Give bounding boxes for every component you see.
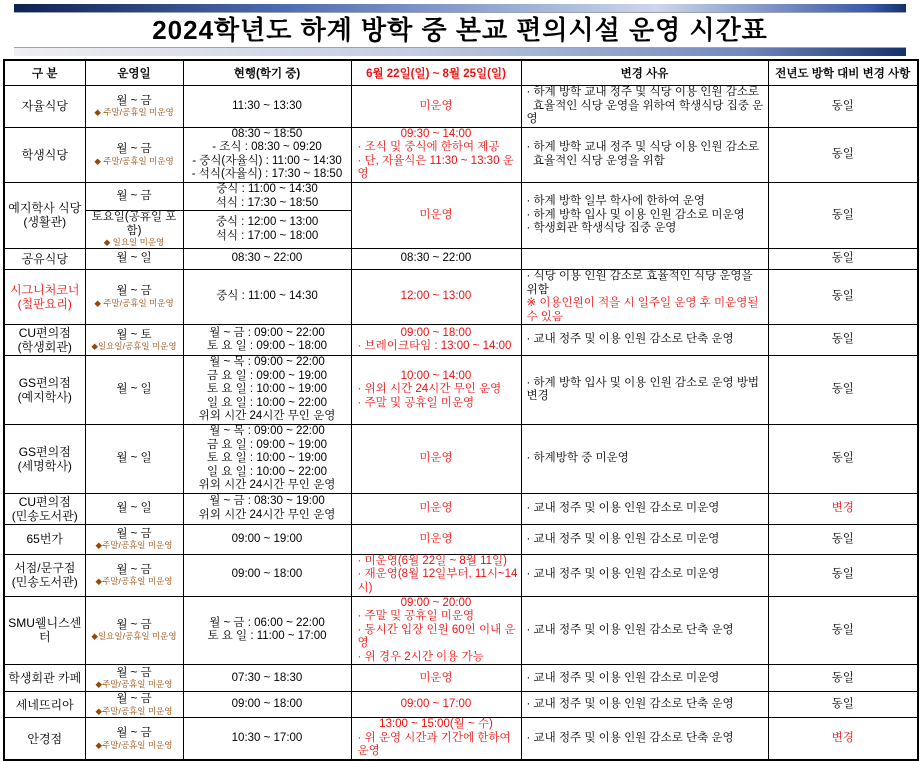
vacation-hours-line: 09:00 ~ 18:00: [400, 326, 472, 339]
change-reason-cell: [521, 269, 768, 324]
operating-days-cell: [85, 524, 183, 554]
change-reason-line: · 교내 정주 및 이용 인원 감소로 단축 운영: [526, 333, 734, 346]
col-header-current: 현행(학기 중): [183, 60, 351, 86]
vacation-hours-line: 미운영: [419, 532, 453, 545]
operating-days: 월 ~ 금: [116, 727, 152, 739]
current-hours-line: 중식 : 11:00 ~ 14:30: [216, 182, 318, 195]
vacation-hours-cell: [351, 493, 521, 524]
current-hours-line: 위외 시간 24시간 무인 운영: [198, 508, 336, 521]
vacation-hours-cell: [351, 269, 521, 324]
operating-days: 토요일(공휴일 포함): [91, 211, 177, 237]
facility-name: (생활관): [23, 215, 67, 230]
change-reason-cell: [521, 182, 768, 248]
prev-year-change-cell: 동일: [768, 86, 918, 128]
current-hours-line: 일 요 일 : 10:00 ~ 22:00: [207, 465, 327, 478]
current-hours-line: 토 요 일 : 09:00 ~ 18:00: [207, 340, 327, 353]
facility-name: (민송도서관): [11, 575, 78, 590]
current-hours-line: - 조식 : 08:30 ~ 09:20: [212, 141, 322, 154]
current-hours-line: 석식 : 17:30 ~ 18:50: [215, 196, 319, 209]
change-reason-line: · 교내 정주 및 이용 인원 감소로 단축 운영: [526, 623, 734, 636]
facility-name: CU편의점: [18, 326, 71, 341]
facility-name: SMU웰니스센터: [8, 616, 82, 645]
operating-days: 월 ~ 금: [116, 693, 152, 706]
change-reason-cell: [521, 493, 768, 524]
current-hours-line: 08:30 ~ 18:50: [231, 127, 303, 140]
title-top-gradient-bar: [14, 4, 906, 13]
current-hours-line: 07:30 ~ 18:30: [231, 671, 303, 684]
change-reason-line: · 하계방학 중 미운영: [526, 452, 629, 465]
facility-row: [4, 86, 918, 128]
facility-row: [4, 127, 918, 182]
current-hours-line: 09:00 ~ 18:00: [231, 698, 303, 711]
facility-name: 시그니처코너: [9, 282, 80, 297]
current-hours-line: 월 ~ 목 : 09:00 ~ 22:00: [209, 356, 325, 369]
operating-days-cell: [85, 493, 183, 524]
operating-days-cell: [85, 127, 183, 182]
facility-row: [4, 596, 918, 665]
change-reason-cell: [521, 665, 768, 692]
vacation-hours-cell: [351, 127, 521, 182]
operating-days-cell: [85, 425, 183, 494]
facility-row: [4, 692, 918, 718]
change-reason-line: · 하계 방학 입사 및 이용 인원 감소로 운영 방법 변경: [526, 376, 763, 403]
current-hours-line: 금 요 일 : 09:00 ~ 19:00: [207, 438, 327, 451]
current-hours-line: 위외 시간 24시간 무인 운영: [198, 479, 336, 492]
vacation-hours-line: · 위 운영 시간과 기간에 한하여 운영: [357, 731, 514, 758]
vacation-hours-line: 09:30 ~ 14:00: [400, 127, 472, 140]
vacation-hours-cell: [351, 325, 521, 356]
operating-days-cell: [85, 665, 183, 692]
operating-days: 월 ~ 일: [116, 452, 152, 465]
prev-year-change-cell: 동일: [768, 269, 918, 324]
prev-year-change-cell: 변경: [768, 718, 918, 760]
title-block: [0, 0, 920, 56]
operating-days-cell: [85, 356, 183, 425]
facility-name-cell: [4, 248, 85, 269]
facility-name: GS편의점: [18, 444, 71, 459]
prev-year-change-cell: 동일: [768, 248, 918, 269]
current-hours-line: 11:30 ~ 13:30: [232, 99, 302, 112]
closed-days-note: ◆일요일/공휴일 미운영: [91, 631, 177, 642]
operating-days: 월 ~ 금: [116, 563, 152, 576]
vacation-hours-cell: [351, 554, 521, 596]
operating-days-cell: [85, 692, 183, 718]
closed-days-note: ◆일요일/공휴일 미운영: [91, 341, 177, 352]
current-hours-cell: [183, 554, 351, 596]
operating-days: 월 ~ 금: [116, 189, 152, 202]
current-hours-line: 일 요 일 : 10:00 ~ 22:00: [207, 396, 327, 409]
facility-name-cell: [4, 127, 85, 182]
change-reason-cell: [521, 356, 768, 425]
current-hours-cell: [183, 596, 351, 665]
header-row: [4, 60, 918, 86]
prev-year-change-cell: 변경: [768, 493, 918, 524]
prev-year-change-cell: 동일: [768, 356, 918, 425]
vacation-hours-line: 10:00 ~ 14:00: [400, 369, 472, 382]
change-reason-line: · 교내 정주 및 이용 인원 감소로 단축 운영: [526, 698, 734, 711]
facility-name-cell: [4, 596, 85, 665]
facility-name: 65번가: [26, 532, 64, 547]
closed-days-note: ◆ 주말/공휴일 미운영: [94, 155, 174, 166]
col-header-reason: 변경 사유: [521, 60, 768, 86]
prev-year-change-cell: 동일: [768, 425, 918, 494]
current-hours-line: 석식 : 17:00 ~ 18:00: [215, 229, 319, 242]
current-hours-line: 09:00 ~ 19:00: [231, 532, 303, 545]
current-hours-line: - 중식(자율식) : 11:00 ~ 14:30: [192, 154, 342, 167]
closed-days-note: ◆ 일요일 미운영: [103, 237, 165, 248]
facility-name-cell: [4, 425, 85, 494]
vacation-hours-cell: [351, 182, 521, 248]
current-hours-line: 중식 : 12:00 ~ 13:00: [215, 215, 319, 228]
vacation-hours-cell: [351, 718, 521, 760]
vacation-hours-line: · 위 경우 2시간 이용 가능: [357, 650, 484, 663]
facility-name: 서점/문구점: [14, 561, 76, 576]
facility-name: (세명학사): [17, 458, 72, 473]
current-hours-line: 10:30 ~ 17:00: [231, 731, 303, 744]
facility-name-cell: [4, 718, 85, 760]
operating-days-cell: [85, 86, 183, 128]
facility-name: (민송도서관): [11, 508, 78, 523]
current-hours-cell: [183, 425, 351, 494]
facility-row: [4, 325, 918, 356]
current-hours-line: 위외 시간 24시간 무인 운영: [198, 410, 336, 423]
vacation-hours-cell: [351, 248, 521, 269]
operating-days: 월 ~ 일: [116, 383, 152, 396]
operating-days: 월 ~ 토: [116, 328, 152, 341]
operating-days: 월 ~ 금: [116, 618, 152, 631]
current-hours-line: 토 요 일 : 10:00 ~ 19:00: [207, 383, 327, 396]
change-reason-line: · 학생회관 학생식당 집중 운영: [526, 222, 677, 235]
prev-year-change-cell: 동일: [768, 127, 918, 182]
change-reason-line: · 식당 이용 인원 감소로 효율적인 식당 운영을 위함: [526, 269, 756, 296]
closed-days-note: ◆주말/공휴일 미운영: [95, 576, 173, 587]
vacation-hours-line: · 미운영(6월 22일 ~ 8월 11일): [357, 554, 507, 567]
vacation-hours-cell: [351, 524, 521, 554]
current-hours-line: 08:30 ~ 22:00: [231, 252, 303, 265]
facility-row: [4, 718, 918, 760]
change-reason-line: · 교내 정주 및 이용 인원 감소로 단축 운영: [526, 731, 734, 744]
facility-name: (철판요리): [17, 297, 72, 312]
current-hours-line: 월 ~ 금 : 08:30 ~ 19:00: [209, 495, 325, 508]
prev-year-change-cell: 동일: [768, 325, 918, 356]
change-reason-line: ※ 이용인원이 적을 시 일주일 운영 후 미운영될 수 있음: [526, 297, 762, 323]
change-reason-cell: [521, 425, 768, 494]
closed-days-note: ◆주말/공휴일 미운영: [95, 705, 173, 716]
col-header-days: 운영일: [85, 60, 183, 86]
facility-name-cell: [4, 665, 85, 692]
prev-year-change-cell: 동일: [768, 665, 918, 692]
current-hours-line: 09:00 ~ 18:00: [231, 568, 303, 581]
operating-days-cell: [85, 596, 183, 665]
operating-days: 월 ~ 금: [116, 666, 152, 679]
current-hours-cell: [183, 718, 351, 760]
facility-name: (예지학사): [17, 390, 72, 405]
change-reason-line: · 하계 방학 입사 및 이용 인원 감소로 미운영: [526, 208, 745, 221]
operating-days: 월 ~ 금: [116, 143, 152, 156]
current-hours-cell: [183, 86, 351, 128]
facility-name-cell: [4, 269, 85, 324]
current-hours-cell: [183, 665, 351, 692]
operating-days-cell: [85, 554, 183, 596]
change-reason-cell: [521, 325, 768, 356]
current-hours-line: 중식 : 11:00 ~ 14:30: [216, 290, 318, 303]
closed-days-note: ◆주말/공휴일 미운영: [95, 540, 173, 551]
col-header-category: 구 분: [4, 60, 85, 86]
vacation-hours-line: 13:00 ~ 15:00(월 ~ 수): [379, 718, 493, 731]
current-hours-line: 월 ~ 금 : 06:00 ~ 22:00: [209, 616, 325, 629]
vacation-hours-line: 09:00 ~ 20:00: [400, 596, 472, 609]
change-reason-line: 효율적인 식당 운영을 위함: [526, 154, 665, 167]
current-hours-cell: [183, 248, 351, 269]
closed-days-note: ◆ 주말/공휴일 미운영: [94, 107, 174, 118]
vacation-hours-line: · 위외 시간 24시간 무인 운영: [357, 383, 502, 396]
facility-name-cell: [4, 325, 85, 356]
vacation-hours-cell: [351, 356, 521, 425]
vacation-hours-line: 미운영: [419, 99, 453, 112]
operating-days-cell: [85, 248, 183, 269]
facility-name-cell: [4, 86, 85, 128]
operating-days-cell: [85, 211, 183, 249]
change-reason-cell: [521, 127, 768, 182]
change-reason-line: · 교내 정주 및 이용 인원 감소로 미운영: [526, 532, 720, 545]
prev-year-change-cell: 동일: [768, 524, 918, 554]
facility-row: [4, 356, 918, 425]
current-hours-cell: [183, 524, 351, 554]
vacation-hours-line: 08:30 ~ 22:00: [400, 252, 472, 265]
change-reason-line: · 교내 정주 및 이용 인원 감소로 미운영: [526, 671, 720, 684]
change-reason-line: 효율적인 식당 운영을 위하여 학생식당 집중 운영: [526, 99, 764, 126]
vacation-hours-line: 미운영: [419, 671, 453, 684]
current-hours-cell: [183, 325, 351, 356]
facility-row: [4, 269, 918, 324]
prev-year-change-cell: 동일: [768, 554, 918, 596]
operating-days: 월 ~ 금: [116, 94, 152, 107]
operating-days-cell: [85, 269, 183, 324]
prev-year-change-cell: 동일: [768, 596, 918, 665]
current-hours-line: 월 ~ 금 : 09:00 ~ 22:00: [209, 326, 325, 339]
facility-name: 학생회관 카페: [8, 671, 82, 686]
change-reason-cell: [521, 692, 768, 718]
facility-row: [4, 554, 918, 596]
vacation-hours-line: · 주말 및 공휴일 미운영: [357, 396, 475, 409]
current-hours-cell: [183, 493, 351, 524]
operating-days: 월 ~ 금: [116, 285, 152, 298]
facility-row: [4, 248, 918, 269]
vacation-hours-line: · 재운영(8월 12일부터, 11시~14시): [357, 568, 518, 594]
current-hours-line: 월 ~ 목 : 09:00 ~ 22:00: [209, 425, 325, 438]
current-hours-line: - 석식(자율식) : 17:30 ~ 18:50: [191, 168, 343, 181]
facility-row: [4, 182, 918, 210]
vacation-hours-line: 09:00 ~ 17:00: [400, 698, 472, 711]
vacation-hours-line: · 동시간 입장 인원 60인 이내 운영: [357, 623, 516, 650]
change-reason-line: · 하계 방학 일부 학사에 한하여 운영: [526, 195, 706, 208]
current-hours-cell: [183, 127, 351, 182]
facility-name: CU편의점: [18, 494, 71, 509]
vacation-hours-line: · 브레이크타임 : 13:00 ~ 14:00: [357, 340, 512, 353]
change-reason-line: · 교내 정주 및 이용 인원 감소로 미운영: [526, 502, 720, 515]
vacation-hours-line: 미운영: [419, 502, 453, 515]
col-header-vacation-period: 6월 22일(일) ~ 8월 25일(일): [351, 60, 521, 86]
change-reason-line: · 하계 방학 교내 정주 및 식당 이용 인원 감소로: [526, 86, 760, 98]
change-reason-cell: [521, 248, 768, 269]
current-hours-cell: [183, 182, 351, 210]
change-reason-line: · 교내 정주 및 이용 인원 감소로 미운영: [526, 568, 720, 581]
facility-name-cell: [4, 554, 85, 596]
current-hours-line: 금 요 일 : 09:00 ~ 19:00: [207, 369, 327, 382]
vacation-hours-cell: [351, 692, 521, 718]
vacation-hours-line: 미운영: [419, 452, 453, 465]
title-bottom-gradient-bar: [14, 47, 906, 56]
change-reason-cell: [521, 718, 768, 760]
facility-name-cell: [4, 524, 85, 554]
operating-days: 월 ~ 금: [116, 527, 152, 540]
facility-name-cell: [4, 493, 85, 524]
current-hours-line: 토 요 일 : 10:00 ~ 19:00: [207, 452, 327, 465]
facility-name: 공유식당: [21, 251, 68, 266]
facility-name: 학생식당: [21, 147, 68, 162]
change-reason-cell: [521, 554, 768, 596]
facility-row: [4, 524, 918, 554]
facility-name: 안경점: [27, 731, 63, 746]
change-reason-cell: [521, 596, 768, 665]
facility-name: 세네뜨리아: [15, 697, 74, 712]
col-header-prev-year: 전년도 방학 대비 변경 사항: [768, 60, 918, 86]
operating-days: 월 ~ 일: [116, 252, 152, 265]
vacation-hours-cell: [351, 425, 521, 494]
facility-name-cell: [4, 692, 85, 718]
operating-days-cell: [85, 718, 183, 760]
facility-row: [4, 493, 918, 524]
closed-days-note: ◆ 주말/공휴일 미운영: [94, 297, 174, 308]
vacation-hours-line: 12:00 ~ 13:00: [400, 290, 472, 303]
vacation-hours-line: · 단, 자율식은 11:30 ~ 13:30 운영: [357, 154, 514, 181]
current-hours-line: 토 요 일 : 11:00 ~ 17:00: [207, 630, 327, 643]
closed-days-note: ◆주말/공휴일 미운영: [95, 679, 173, 690]
current-hours-cell: [183, 356, 351, 425]
operating-days: 월 ~ 일: [116, 502, 152, 515]
current-hours-cell: [183, 269, 351, 324]
current-hours-cell: [183, 692, 351, 718]
schedule-table: [3, 59, 919, 761]
facility-name-cell: [4, 182, 85, 248]
operating-days-cell: [85, 182, 183, 210]
facility-name: 예지학사 식당: [8, 201, 82, 216]
vacation-hours-cell: [351, 665, 521, 692]
vacation-hours-cell: [351, 596, 521, 665]
prev-year-change-cell: 동일: [768, 692, 918, 718]
facility-name-cell: [4, 356, 85, 425]
vacation-hours-line: · 조식 및 중식에 한하여 제공: [357, 141, 500, 154]
closed-days-note: ◆주말/공휴일 미운영: [95, 739, 173, 750]
facility-name: GS편의점: [18, 375, 71, 390]
facility-name: 자율식당: [21, 99, 68, 114]
prev-year-change-cell: 동일: [768, 182, 918, 248]
page-title: 2024학년도 하계 방학 중 본교 편의시설 운영 시간표: [152, 15, 768, 45]
current-hours-cell: [183, 211, 351, 249]
vacation-hours-cell: [351, 86, 521, 128]
vacation-hours-line: 미운영: [419, 208, 453, 221]
change-reason-cell: [521, 86, 768, 128]
facility-row: [4, 425, 918, 494]
vacation-hours-line: · 주말 및 공휴일 미운영: [357, 610, 475, 623]
change-reason-line: · 하계 방학 교내 정주 및 식당 이용 인원 감소로: [526, 141, 760, 154]
facility-row: [4, 665, 918, 692]
facility-name: (학생회관): [17, 340, 72, 355]
operating-days-cell: [85, 325, 183, 356]
change-reason-cell: [521, 524, 768, 554]
